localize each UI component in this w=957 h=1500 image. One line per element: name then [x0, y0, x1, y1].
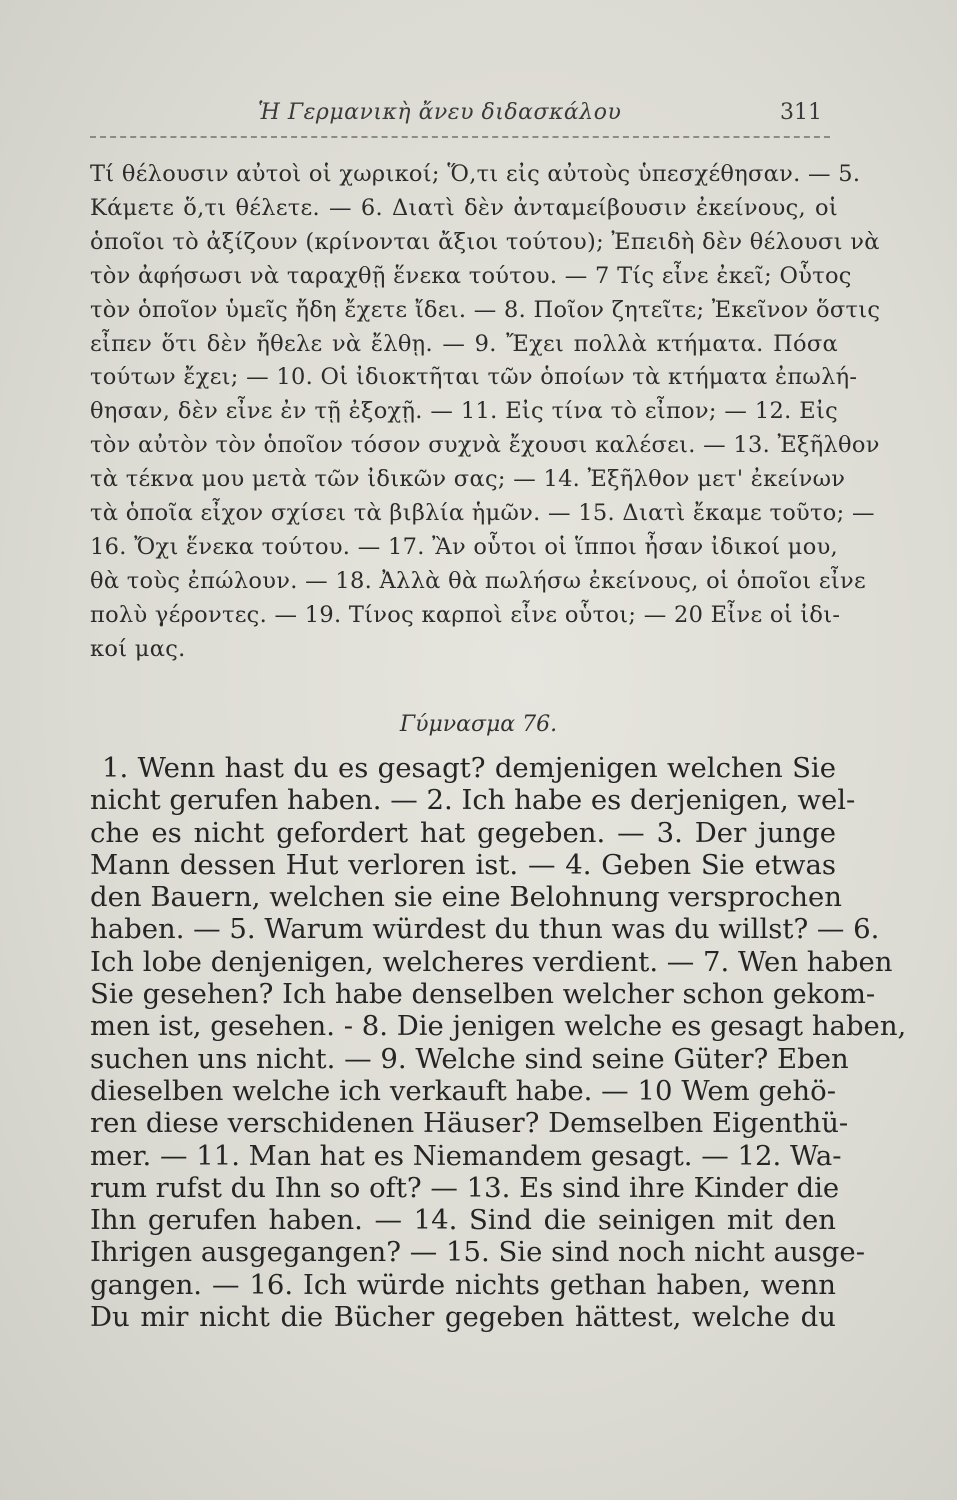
german-text-block [90, 752, 907, 1334]
text-line: nicht gerufen haben. — 2. Ich habe es derjenigen, wel- [90, 784, 856, 817]
greek-text-block [90, 158, 881, 667]
text-line: Mann dessen Hut verloren ist. — 4. Geben Sie etwas [90, 848, 836, 881]
text-line: Κάμετε ὅ,τι θέλετε. — 6. Διατὶ δὲν ἀνταμείβουσιν ἐκείνους, οἱ [90, 194, 838, 221]
text-line: Ihn gerufen haben. — 14. Sind die seinigen mit den [90, 1204, 836, 1237]
text-line: 16. Ὄχι ἕνεκα τούτου. — 17. Ἂν οὗτοι οἱ ἵπποι ἦσαν ἰδικοί μου, [90, 533, 838, 560]
text-line: den Bauern, welchen sie eine Belohnung versprochen [90, 881, 842, 914]
text-line: ren diese verschidenen Häuser? Demselben Eigenthü- [90, 1107, 849, 1140]
text-line: τὸν ὁποῖον ὑμεῖς ἤδη ἔχετε ἴδει. — 8. Ποῖον ζητεῖτε; Ἐκεῖνον ὅστις [90, 296, 881, 323]
text-line: πολὺ γέροντες. — 19. Τίνος καρποὶ εἶνε οὗτοι; — 20 Εἶνε οἱ ἰδι- [90, 601, 841, 628]
text-line: Ich lobe denjenigen, welcheres verdient. — 7. Wen haben [90, 945, 893, 978]
text-line: Sie gesehen? Ich habe denselben welcher schon gekom- [90, 978, 876, 1011]
text-line: men ist, gesehen. - 8. Die jenigen welche es gesagt haben, [90, 1010, 907, 1043]
text-line: ὁποῖοι τὸ ἀξίζουν (κρίνονται ἄξιοι τούτου); Ἐπειδὴ δὲν θέλουσι νὰ [90, 228, 880, 255]
exercise-heading: Γύμνασμα 76. [399, 712, 558, 737]
text-line: dieselben welche ich verkauft habe. — 10 Wem gehö- [90, 1074, 836, 1107]
text-line: τὰ ὁποῖα εἶχον σχίσει τὰ βιβλία ἡμῶν. — 15. Διατὶ ἔκαμε τοῦτο; — [90, 500, 875, 527]
text-line: mer. — 11. Man hat es Niemandem gesagt. — 12. Wa- [90, 1139, 842, 1172]
text-line: τὰ τέκνα μου μετὰ τῶν ἰδικῶν σας; — 14. Ἐξῆλθον μετ' ἐκείνων [90, 466, 846, 493]
text-line: τὸν αὐτὸν τὸν ὁποῖον τόσον συχνὰ ἔχουσι καλέσει. — 13. Ἐξῆλθον [90, 432, 880, 459]
text-line: θησαν, δὲν εἶνε ἐν τῇ ἐξοχῇ. — 11. Εἰς τίνα τὸ εἶπον; — 12. Εἰς [90, 398, 838, 425]
text-line: rum rufst du Ihn so oft? — 13. Es sind ihre Kinder die [90, 1171, 840, 1204]
text-line: 1. Wenn hast du es gesagt? demjenigen welchen Sie [102, 752, 836, 784]
text-line: κοί μας. [90, 635, 186, 662]
page-number: 311 [780, 100, 822, 125]
text-line: haben. — 5. Warum würdest du thun was du willst? — 6. [90, 913, 880, 946]
text-line: Τί θέλουσιν αὐτοὶ οἱ χωρικοί; Ὅ,τι εἰς αὐτοὺς ὑπεσχέθησαν. — 5. [90, 161, 861, 187]
text-line: τούτων ἔχει; — 10. Οἱ ἰδιοκτῆται τῶν ὁποίων τὰ κτήματα ἐπωλή- [90, 364, 858, 391]
text-line: che es nicht gefordert hat gegeben. — 3. Der junge [90, 816, 836, 849]
running-head-title: Ἡ Γερμανικὴ ἄνευ διδασκάλου [258, 100, 622, 125]
text-line: τὸν ἀφήσωσι νὰ ταραχθῇ ἕνεκα τούτου. — 7 Τίς εἶνε ἐκεῖ; Οὗτος [90, 262, 852, 289]
text-line: suchen uns nicht. — 9. Welche sind seine Güter? Eben [90, 1042, 849, 1075]
text-line: θὰ τοὺς ἐπώλουν. — 18. Ἀλλὰ θὰ πωλήσω ἐκείνους, οἱ ὁποῖοι εἶνε [90, 567, 866, 594]
header-rule [90, 136, 830, 138]
text-line: Ihrigen ausgegangen? — 15. Sie sind noch nicht ausge- [90, 1236, 865, 1269]
text-line: εἶπεν ὅτι δὲν ἤθελε νὰ ἔλθῃ. — 9. Ἔχει πολλὰ κτήματα. Πόσα [90, 330, 838, 357]
text-line: gangen. — 16. Ich würde nichts gethan haben, wenn [90, 1268, 836, 1301]
text-line: Du mir nicht die Bücher gegeben hättest, welche du [90, 1301, 836, 1334]
